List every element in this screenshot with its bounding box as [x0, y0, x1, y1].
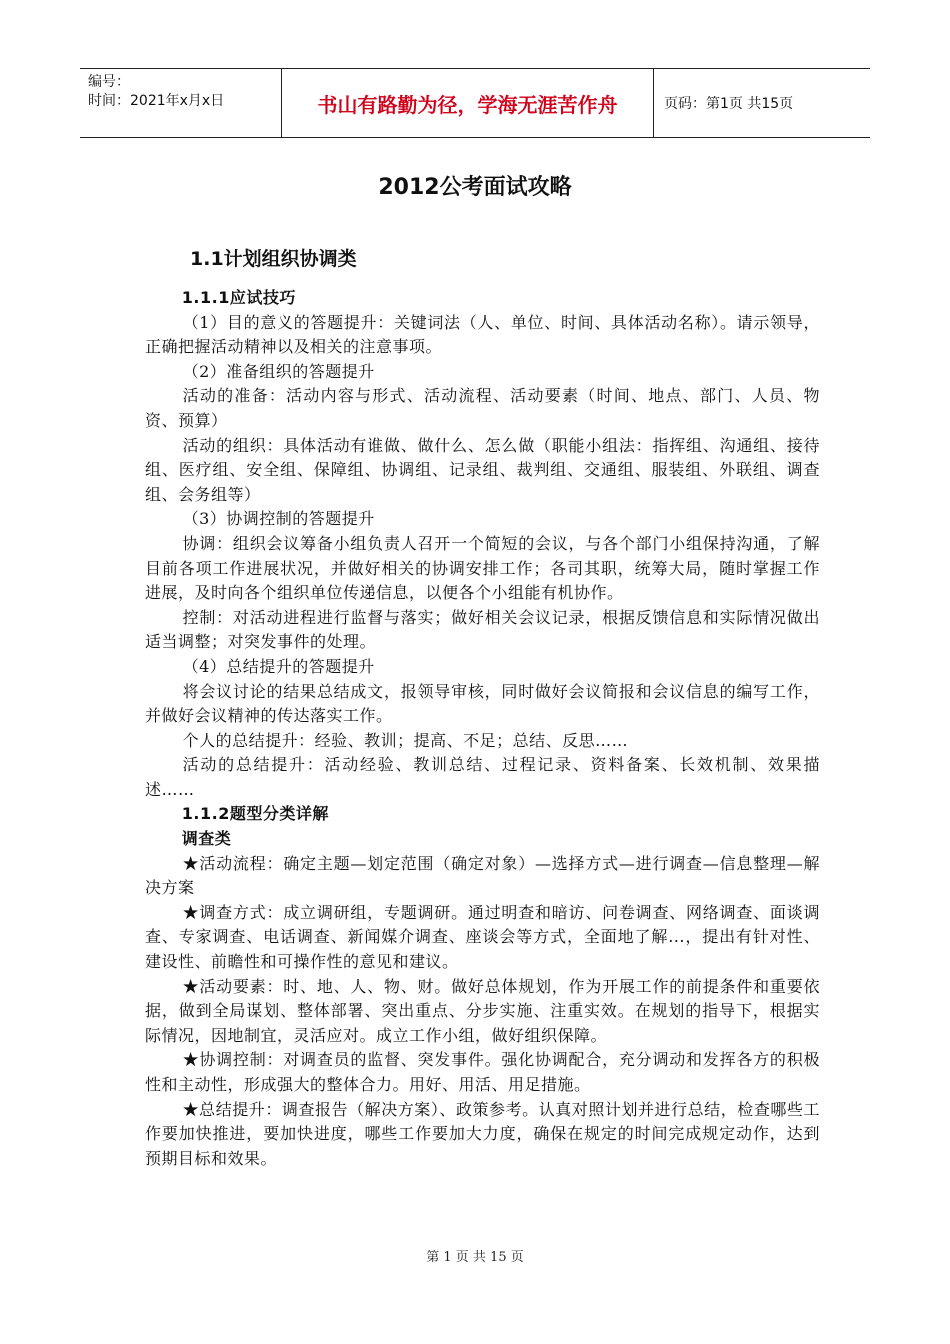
paragraph: 活动的准备：活动内容与形式、活动流程、活动要素（时间、地点、部门、人员、物资、预算）: [145, 386, 820, 430]
paragraph: 活动的组织：具体活动有谁做、做什么、怎么做（职能小组法：指挥组、沟通组、接待组、医疗组、安全组、保障组、协调组、记录组、裁判组、交通组、服装组、外联组、调查组、会务组等）: [145, 435, 820, 504]
paragraph: ★协调控制：对调查员的监督、突发事件。强化协调配合，充分调动和发挥各方的积极性和主动性，形成强大的整体合力。用好、用活、用足措施。: [145, 1050, 820, 1094]
serial-label: 编号：: [88, 74, 130, 90]
header-page-info: 页码：第1页 共15页: [664, 96, 794, 112]
paragraph: ★总结提升：调查报告（解决方案）、政策参考。认真对照计划并进行总结，检查哪些工作要加快推进，要加快进度，哪些工作要加大力度，确保在规定的时间完成规定动作，达到预期目标和效果。: [145, 1099, 820, 1168]
page-footer: 第 1 页 共 15 页: [426, 1250, 524, 1265]
paragraph: ★活动要素：时、地、人、物、财。做好总体规划，作为开展工作的前提条件和重要依据，做到全局谋划、整体部署、突出重点、分步实施、注重实效。在规划的指导下，根据实际情况，因地制宜，灵活应对。成立工作小组，做好组织保障。: [145, 976, 820, 1045]
paragraph: 控制：对活动进程进行监督与落实；做好相关会议记录，根据反馈信息和实际情况做出适当调整；对突发事件的处理。: [145, 607, 820, 652]
date-line: 时间：2021年x月x日: [88, 93, 225, 109]
paragraph: （3）协调控制的答题提升: [182, 509, 375, 529]
section-heading: 1.1计划组织协调类: [190, 248, 357, 270]
document-body: [145, 286, 820, 1171]
page-header: [80, 68, 870, 138]
document-title: 2012公考面试攻略: [378, 175, 572, 200]
paragraph: 个人的总结提升：经验、教训；提高、不足；总结、反思……: [182, 730, 629, 750]
header-motto: 书山有路勤为径，学海无涯苦作舟: [282, 69, 654, 137]
subheading: 调查类: [181, 829, 232, 849]
subheading: 1.1.1应试技巧: [181, 288, 296, 307]
paragraph: （4）总结提升的答题提升: [182, 656, 375, 676]
paragraph: 将会议讨论的结果总结成文，报领导审核，同时做好会议简报和会议信息的编写工作，并做好会议精神的传达落实工作。: [145, 681, 820, 726]
paragraph: 活动的总结提升：活动经验、教训总结、过程记录、资料备案、长效机制、效果描述……: [145, 755, 820, 799]
paragraph: （1）目的意义的答题提升：关键词法（人、单位、时间、具体活动名称）。请示领导，正确把握活动精神以及相关的注意事项。: [145, 312, 820, 357]
header-meta: [80, 69, 282, 137]
paragraph: ★活动流程：确定主题—划定范围（确定对象）—选择方式—进行调查—信息整理—解决方案: [145, 853, 820, 898]
paragraph: 协调：组织会议筹备小组负责人召开一个简短的会议，与各个部门小组保持沟通，了解目前各项工作进展状况，并做好相关的协调安排工作；各司其职，统筹大局，随时掌握工作进展，及时向各个组织单位传递信息，以便各个小组能有机协作。: [145, 533, 820, 603]
paragraph: （2）准备组织的答题提升: [182, 361, 375, 381]
subheading: 1.1.2题型分类详解: [181, 804, 329, 824]
paragraph: ★调查方式：成立调研组，专题调研。通过明查和暗访、问卷调查、网络调查、面谈调查、专家调查、电话调查、新闻媒介调查、座谈会等方式，全面地了解...，提出有针对性、建设性、前瞻性和可操作性的意见和建议。: [145, 902, 820, 972]
